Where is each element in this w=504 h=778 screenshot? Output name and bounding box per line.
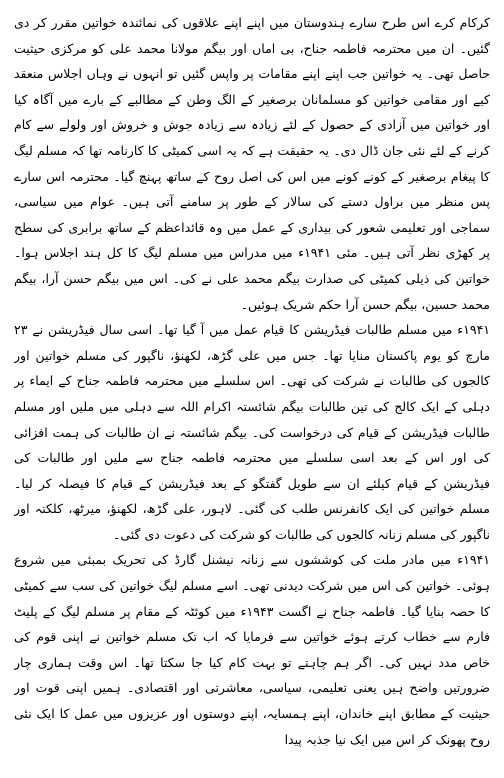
paragraph-3: ۱۹۴۱ء میں مادر ملت کی کوششوں سے زنانہ نیشنل گارڈ کی تحریک بمبئی میں شروع ہوئی۔ خواتین کی اس میں شرکت دیدنی تھی۔ اسے مسلم لیگ خواتین کی سب سے کمیٹی کا حصہ بنایا گیا۔ فاطمہ جناح نے اگست ۱۹۴۳ء میں کوئٹہ کے مقام پر مسلم لیگ کے پلیٹ فارم سے خطاب کرتے ہوئے خواتین سے فرمایا کہ اب تک مسلم خواتین نے اپنی قوم کی خاص مدد نہیں کی۔ اگر ہم چاہتے تو بہت کام کیا جا سکتا تھا۔ اس وقت ہماری چار ضرورتیں واضح ہیں یعنی تعلیمی، سیاسی، معاشرتی اور اقتصادی۔ ہمیں اپنی قوت اور حیثیت کے مطابق اپنے خاندان، اپنے ہمسایہ، اپنے دوستوں اور عزیزوں میں عمل کا ایک نئی روح پھونک کر اس میں ایک نیا جذبہ پیدا	[14, 552, 490, 747]
paragraph-1: کرکام کرے اس طرح سارے ہندوستان میں اپنے اپنے علاقوں کی نمائندہ خواتین مقرر کر دی گئیں۔ ان میں محترمہ فاطمہ جناح، بی اماں اور بیگم مولانا محمد علی کو مرکزی حیثیت حاصل تھی۔ یہ خواتین جب اپنے اپنے مقامات پر واپس گئیں تو انہوں نے وہاں اجلاس منعقد کیے اور مقامی خواتین کو مسلمانان برصغیر کے الگ وطن کے مطالبے کے بارے میں آگاہ کیا اور خواتین میں آزادی کے حصول کے لئے زیادہ سے زیادہ جوش و خروش اور ولولے سے کام کرنے کے لئے نئی جان ڈال دی۔ یہ حقیقت ہے کہ یہ اسی کمیٹی کا کارنامہ تھا کہ مسلم لیگ کا پیغام برصغیر کے کونے کونے میں اس کی اصل روح کے ساتھ پہنچ گیا۔ محترمہ اس سارے پس منظر میں براول دستے کی سالار کے طور پر سامنے آتی ہیں۔ عوام میں سیاسی، سماجی اور تعلیمی شعور کی بیداری کے عمل میں وہ قائداعظم کے ساتھ برابری کی سطح پر کھڑی نظر آتی ہیں۔ مئی ۱۹۴۱ء میں مدراس میں مسلم لیگ کا کل ہند اجلاس ہوا۔ خواتین کی ذیلی کمیٹی کی صدارت بیگم محمد علی نے کی۔ اس میں بیگم حسن آرا، بیگم محمد حسین، بیگم حسن آرا حکم شریک ہوئیں۔	[14, 15, 490, 312]
document-page	[14, 10, 490, 770]
paragraph-2: ۱۹۴۱ء میں مسلم طالبات فیڈریشن کا قیام عمل میں آ گیا تھا۔ اسی سال فیڈریشن نے ۲۳ مارچ کو یوم پاکستان منایا تھا۔ جس میں علی گڑھ، لکھنؤ، ناگپور کی مسلم خواتین اور کالجوں کی طالبات نے شرکت کی تھی۔ اس سلسلے میں محترمہ فاطمہ جناح کے ایماء پر دہلی کے ایک کالج کی تین طالبات بیگم شائستہ اکرام اللہ سے دہلی میں ملیں اور مسلم طالبات فیڈریشن کے قیام کی درخواست کی۔ بیگم شائستہ نے ان طالبات کی ہمت افزائی کی اور اس کے بعد اسی سلسلے میں محترمہ فاطمہ جناح سے ملیں اور طالبات کی فیڈریشن کے قیام کیلئے ان سے طویل گفتگو کے بعد فیڈریشن کے قیام کا فیصلہ کر لیا۔ مسلم خواتین کی ایک کانفرنس طلب کی گئی۔ لاہور، علی گڑھ، لکھنؤ، میرٹھ، کلکتہ اور ناگپور کی مسلم زنانہ کالجوں کی طالبات کو شرکت کی دعوت دی گئی۔	[14, 322, 490, 542]
